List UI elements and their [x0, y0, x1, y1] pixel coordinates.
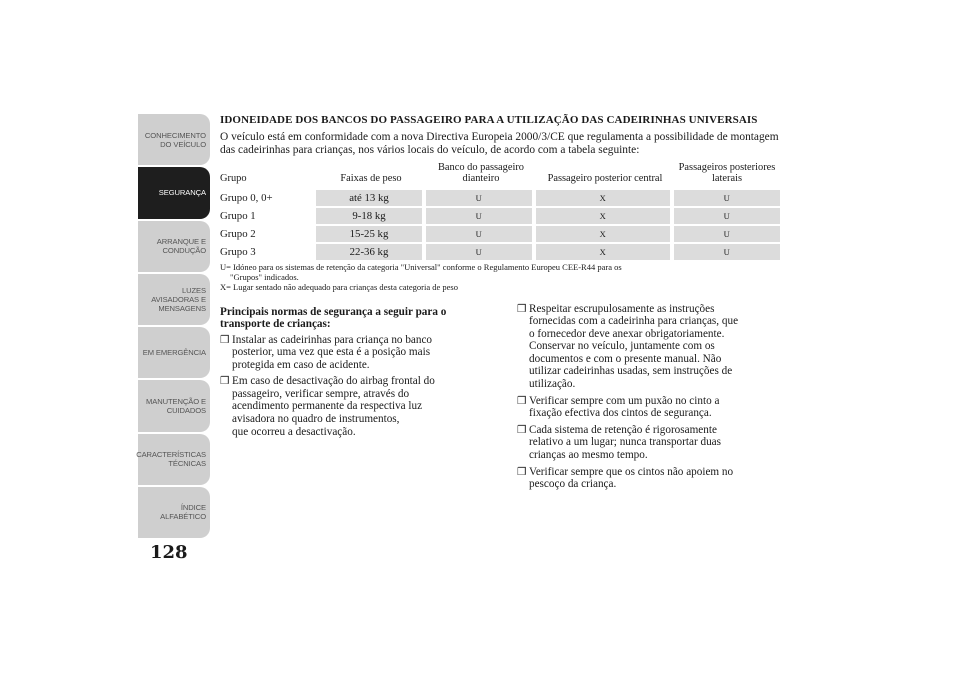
list-item — [517, 466, 780, 491]
tab-indice-alfabetico[interactable]: ÍNDICE ALFABÉTICO — [138, 487, 210, 538]
cell-rear: X — [536, 208, 674, 224]
checkbox-bullet-icon: ❒ — [517, 424, 527, 436]
tab-arranque-e-conducao[interactable]: ARRANQUE E CONDUÇÃO — [138, 221, 210, 272]
checkbox-bullet-icon: ❒ — [220, 376, 230, 388]
header-group: Grupo — [220, 172, 247, 184]
legend-u-continued: "Grupos" indicados. — [230, 271, 299, 282]
chapter-sidebar — [138, 114, 210, 540]
page-number: 128 — [150, 542, 188, 563]
list-item — [517, 424, 780, 462]
tab-conhecimento-do-veiculo[interactable]: CONHECIMENTO DO VEÍCULO — [138, 114, 210, 165]
cell-front: U — [426, 190, 536, 206]
cell-group: Grupo 3 — [220, 244, 316, 260]
list-item — [220, 375, 483, 438]
list-item-text: Em caso de desactivação do airbag frontal do passageiro, verificar sempre, através do acendimento permanente da respectiva luz avisadora no quadro de instrumentos, que ocorreu a desactivação. — [232, 375, 435, 438]
tab-luzes-avisadoras[interactable]: LUZES AVISADORAS E MENSAGENS — [138, 274, 210, 325]
list-item-text: Instalar as cadeirinhas para criança no banco posterior, uma vez que esta é a posição mais protegida em caso de acidente. — [232, 333, 433, 371]
cell-rear: X — [536, 244, 674, 260]
cell-group: Grupo 0, 0+ — [220, 190, 316, 206]
cell-front: U — [426, 244, 536, 260]
cell-rear: X — [536, 190, 674, 206]
cell-weight: 9-18 kg — [316, 208, 426, 224]
tab-manutencao-e-cuidados[interactable]: MANUTENÇÃO E CUIDADOS — [138, 380, 210, 431]
tab-em-emergencia[interactable]: EM EMERGÊNCIA — [138, 327, 210, 378]
safety-rules-columns — [220, 302, 780, 495]
list-item — [517, 395, 780, 420]
right-column — [517, 303, 780, 495]
list-item — [220, 334, 483, 372]
cell-group: Grupo 2 — [220, 226, 316, 242]
cell-lateral: U — [674, 208, 780, 224]
cell-lateral: U — [674, 244, 780, 260]
left-bullet-list — [220, 334, 483, 439]
cell-lateral: U — [674, 226, 780, 242]
legend-x: X= Lugar sentado não adequado para crianças desta categoria de peso — [220, 281, 458, 292]
header-rear-lateral: Passageiros posteriores laterais — [678, 161, 776, 184]
list-item-text: Respeitar escrupulosamente as instruções fornecidas com a cadeirinha para crianças, que o fornecedor deve anexar obrigatoriamente. Conservar no veículo, juntamente com os documentos e com o presente manual. Não utilizar cadeirinhas usadas, sem instruções de utilização. — [529, 302, 739, 391]
cell-front: U — [426, 226, 536, 242]
checkbox-bullet-icon: ❒ — [517, 303, 527, 315]
cell-rear: X — [536, 226, 674, 242]
checkbox-bullet-icon: ❒ — [517, 395, 527, 407]
checkbox-bullet-icon: ❒ — [517, 466, 527, 478]
child-seat-suitability-table — [220, 160, 780, 262]
page-content — [220, 114, 780, 495]
table-row — [220, 208, 780, 224]
cell-weight: até 13 kg — [316, 190, 426, 206]
header-weight: Faixas de peso — [340, 172, 402, 184]
list-item-text: Verificar sempre que os cintos não apoiem no pescoço da criança. — [529, 465, 734, 491]
tab-seguranca[interactable]: SEGURANÇA — [138, 167, 210, 218]
cell-lateral: U — [674, 190, 780, 206]
table-legend — [220, 262, 780, 292]
cell-front: U — [426, 208, 536, 224]
list-item-text: Cada sistema de retenção é rigorosamente relativo a um lugar; nunca transportar duas crianças ao mesmo tempo. — [529, 423, 721, 462]
intro-paragraph: O veículo está em conformidade com a nova Directiva Europeia 2000/3/CE que regulamenta a possibilidade de montagem das cadeirinhas para crianças, nos vários locais do veículo, de acordo com a tabela seguinte: — [220, 130, 779, 156]
cell-weight: 15-25 kg — [316, 226, 426, 242]
table-row — [220, 244, 780, 260]
table-row — [220, 190, 780, 206]
cell-group: Grupo 1 — [220, 208, 316, 224]
header-rear-center: Passageiro posterior central — [547, 172, 663, 184]
safety-rules-heading: Principais normas de segurança a seguir para o transporte de crianças: — [220, 305, 447, 330]
right-bullet-list — [517, 303, 780, 491]
cell-weight: 22-36 kg — [316, 244, 426, 260]
tab-caracteristicas-tecnicas[interactable]: CARACTERÍSTICAS TÉCNICAS — [138, 434, 210, 485]
list-item-text: Verificar sempre com um puxão no cinto a fixação efectiva dos cintos de segurança. — [529, 394, 720, 420]
left-column — [220, 306, 483, 495]
header-front-passenger: Banco do passageiro dianteiro — [438, 161, 524, 184]
table-row — [220, 226, 780, 242]
legend-u: U= Idóneo para os sistemas de retenção da categoria "Universal" conforme o Regulamento Europeu CEE-R44 para os — [220, 261, 622, 272]
section-heading: IDONEIDADE DOS BANCOS DO PASSAGEIRO PARA A UTILIZAÇÃO DAS CADEIRINHAS UNIVERSAIS — [220, 114, 758, 126]
table-header-row — [220, 162, 780, 188]
checkbox-bullet-icon: ❒ — [220, 334, 230, 346]
list-item — [517, 303, 780, 391]
